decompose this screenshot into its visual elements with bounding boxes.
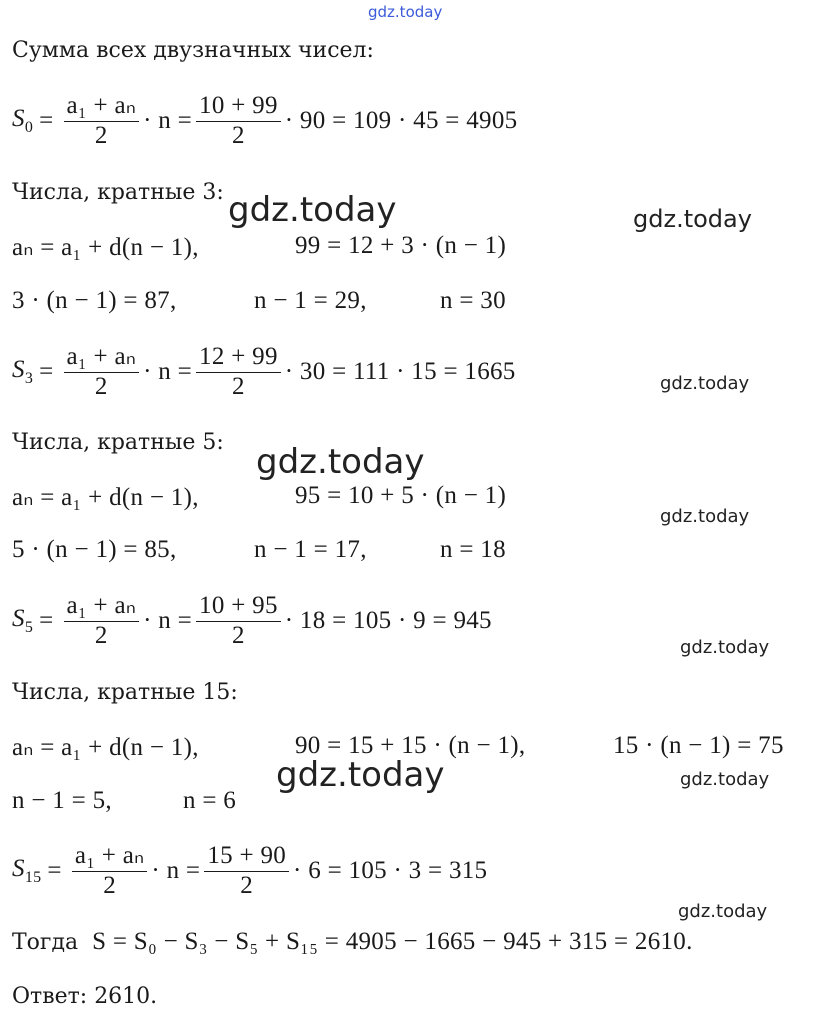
watermark-right-3: gdz.today (660, 506, 750, 527)
watermark-large-2: gdz.today (256, 442, 425, 482)
mult3-line2-a: 3 · (n − 1) = 87, (12, 287, 177, 314)
watermark-right-6: gdz.today (678, 901, 768, 922)
mult3-line1-a: aₙ = a₁ + d(n − 1), (12, 234, 199, 261)
s3-formula: $S_3$ = $\frac{\text{a₁ + aₙ}}{2}$ · n = $\frac{12 + 99}{2}$ · 30 = 111 · 15 = 1665 (12, 343, 516, 400)
watermark-right-5: gdz.today (680, 769, 770, 790)
mult5-line1-b: 95 = 10 + 5 · (n − 1) (295, 482, 507, 509)
watermark-right-2: gdz.today (660, 373, 750, 394)
watermark-large-1: gdz.today (228, 190, 397, 230)
s0-mid: · n = (143, 107, 193, 135)
mult15-line2-a: n − 1 = 5, (12, 787, 112, 814)
watermark-top: gdz.today (368, 3, 443, 21)
mult15-line1-c: 15 · (n − 1) = 75 (613, 732, 784, 759)
s5-lhs: $S_5$ (12, 605, 34, 637)
mult15-line1-a: aₙ = a₁ + d(n − 1), (12, 734, 199, 761)
s5-formula: $S_5$ = $\frac{\text{a₁ + aₙ}}{2}$ · n = $\frac{10 + 95}{2}$ · 18 = 105 · 9 = 945 (12, 592, 492, 649)
s0-fraction-2: $\frac{10 + 99}{2}$ (196, 92, 281, 151)
s5-rest: · 18 = 105 · 9 = 945 (284, 607, 492, 635)
s5-fraction-1: $\frac{\text{a₁ + aₙ}}{2}$ (64, 592, 140, 651)
mult3-line1-b: 99 = 12 + 3 · (n − 1) (295, 232, 507, 259)
intro-heading: Сумма всех двузначных чисел: (12, 38, 374, 63)
mult5-line1-a: aₙ = a₁ + d(n − 1), (12, 484, 199, 511)
s15-fraction-1: $\frac{\text{a₁ + aₙ}}{2}$ (72, 842, 148, 901)
watermark-right-4: gdz.today (680, 637, 770, 658)
s15-formula: $S_{15}$ = $\frac{\text{a₁ + aₙ}}{2}$ · n = $\frac{15 + 90}{2}$ · 6 = 105 · 3 = 315 (12, 842, 488, 899)
s0-fraction-1: $\frac{\text{a₁ + aₙ}}{2}$ (64, 92, 140, 151)
total-label: Тогда (12, 929, 79, 955)
answer-text: Ответ: 2610. (12, 984, 158, 1009)
mult3-line2-b: n − 1 = 29, (254, 287, 367, 314)
s3-rest: · 30 = 111 · 15 = 1665 (284, 358, 516, 386)
mult5-heading: Числа, кратные 5: (12, 430, 224, 455)
s15-fraction-2: $\frac{15 + 90}{2}$ (204, 842, 289, 901)
s0-rest: · 90 = 109 · 45 = 4905 (284, 107, 518, 135)
total-line (12, 928, 693, 956)
s3-lhs: $S_3$ (12, 356, 34, 388)
watermark-large-3: gdz.today (276, 755, 445, 795)
s3-fraction-1: $\frac{\text{a₁ + aₙ}}{2}$ (64, 343, 140, 402)
s15-lhs: $S_{15}$ (12, 855, 42, 887)
mult15-line2-b: n = 6 (183, 787, 237, 814)
s5-fraction-2: $\frac{10 + 95}{2}$ (196, 592, 281, 651)
s15-rest: · 6 = 105 · 3 = 315 (293, 857, 488, 885)
mult3-heading: Числа, кратные 3: (12, 180, 224, 205)
mult15-heading: Числа, кратные 15: (12, 680, 238, 705)
total-expression: S = S₀ − S₃ − S₅ + S₁₅ = 4905 − 1665 − 945 + 315 = 2610. (92, 928, 693, 955)
mult5-line2-c: n = 18 (440, 536, 506, 563)
watermark-right-1: gdz.today (633, 205, 752, 233)
s0-lhs: $S_0$ (12, 105, 34, 137)
s3-fraction-2: $\frac{12 + 99}{2}$ (196, 343, 281, 402)
equals-sign: = (39, 107, 54, 135)
s0-formula (12, 92, 517, 151)
mult5-line2-b: n − 1 = 17, (254, 536, 367, 563)
mult15-line1-b: 90 = 15 + 15 · (n − 1), (295, 732, 526, 759)
mult5-line2-a: 5 · (n − 1) = 85, (12, 536, 177, 563)
mult3-line2-c: n = 30 (440, 287, 506, 314)
